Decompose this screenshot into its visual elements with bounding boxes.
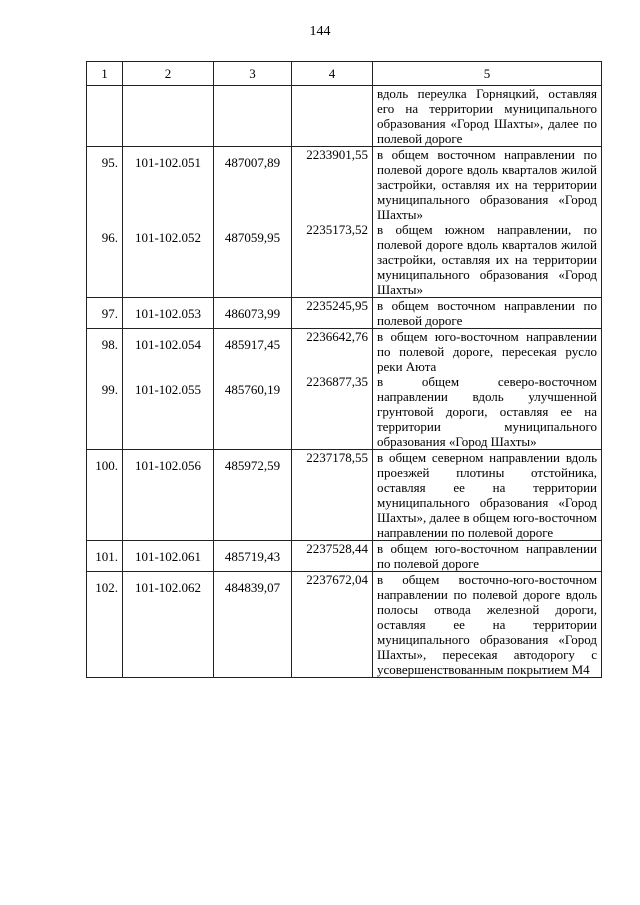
header-cell: 2 <box>123 62 214 86</box>
row-number: 97. <box>87 298 123 329</box>
point-code: 101-102.053 <box>123 298 214 329</box>
page-number: 144 <box>309 24 331 39</box>
table-row <box>87 572 602 678</box>
row-number: 95. <box>87 147 123 223</box>
point-code: 101-102.052 <box>123 222 214 298</box>
coordinate-x: 485760,19 <box>214 374 292 450</box>
route-description: в общем северном направлении вдоль проезжей плотины отстойника, оставляя ее на территории муниципального образования «Город Шахты», далее в общем юго-восточном направлении по полевой дороге <box>373 450 602 541</box>
point-code: 101-102.055 <box>123 374 214 450</box>
row-number: 102. <box>87 572 123 678</box>
table-row <box>87 147 602 223</box>
coordinate-y <box>292 86 373 147</box>
row-number: 96. <box>87 222 123 298</box>
coordinate-y: 2237528,44 <box>292 541 373 572</box>
route-description: в общем северо-восточном направлении вдоль улучшенной грунтовой дороги, оставляя ее на территории муниципального образования «Город Шахты» <box>373 374 602 450</box>
coordinate-x: 486073,99 <box>214 298 292 329</box>
row-number: 98. <box>87 329 123 375</box>
header-cell: 1 <box>87 62 123 86</box>
coordinate-x: 485917,45 <box>214 329 292 375</box>
coordinate-x: 485719,43 <box>214 541 292 572</box>
table-row <box>87 450 602 541</box>
route-description: в общем южном направлении, по полевой дороге вдоль кварталов жилой застройки, оставляя их на территории муниципального образования «Город Шахты» <box>373 222 602 298</box>
coordinate-y: 2237178,55 <box>292 450 373 541</box>
coordinate-x: 487059,95 <box>214 222 292 298</box>
route-description: в общем юго-восточном направлении по полевой дороге, пересекая русло реки Аюта <box>373 329 602 375</box>
table-row <box>87 298 602 329</box>
route-description: в общем восточно-юго-восточном направлении по полевой дороге вдоль полосы отвода железной дороги, оставляя ее на территории муниципального образования «Город Шахты», пересекая автодорогу с усовершенствованным покрытием М4 <box>373 572 602 678</box>
table-row <box>87 541 602 572</box>
coordinate-y: 2236642,76 <box>292 329 373 375</box>
table-row <box>87 222 602 298</box>
table-row <box>87 329 602 375</box>
coordinate-y: 2236877,35 <box>292 374 373 450</box>
coordinate-x: 485972,59 <box>214 450 292 541</box>
point-code: 101-102.061 <box>123 541 214 572</box>
route-description: в общем восточном направлении по полевой дороге <box>373 298 602 329</box>
point-code: 101-102.054 <box>123 329 214 375</box>
route-description: в общем юго-восточном направлении по полевой дороге <box>373 541 602 572</box>
route-description: в общем восточном направлении по полевой дороге вдоль кварталов жилой застройки, оставляя их на территории муниципального образования «Город Шахты» <box>373 147 602 223</box>
coordinate-y: 2233901,55 <box>292 147 373 223</box>
coordinate-y: 2235245,95 <box>292 298 373 329</box>
boundary-table <box>86 61 602 678</box>
header-cell: 3 <box>214 62 292 86</box>
table-row <box>87 374 602 450</box>
point-code: 101-102.056 <box>123 450 214 541</box>
row-number: 100. <box>87 450 123 541</box>
coordinate-x: 487007,89 <box>214 147 292 223</box>
point-code: 101-102.051 <box>123 147 214 223</box>
header-cell: 4 <box>292 62 373 86</box>
row-number: 101. <box>87 541 123 572</box>
header-cell: 5 <box>373 62 602 86</box>
point-code: 101-102.062 <box>123 572 214 678</box>
point-code <box>123 86 214 147</box>
coordinate-y: 2237672,04 <box>292 572 373 678</box>
table-header-row <box>87 62 602 86</box>
coordinate-y: 2235173,52 <box>292 222 373 298</box>
coordinate-x <box>214 86 292 147</box>
table-row <box>87 86 602 147</box>
row-number: 99. <box>87 374 123 450</box>
route-description: вдоль переулка Горняцкий, оставляя его на территории муниципального образования «Город Шахты», далее по полевой дороге <box>373 86 602 147</box>
coordinate-x: 484839,07 <box>214 572 292 678</box>
row-number <box>87 86 123 147</box>
